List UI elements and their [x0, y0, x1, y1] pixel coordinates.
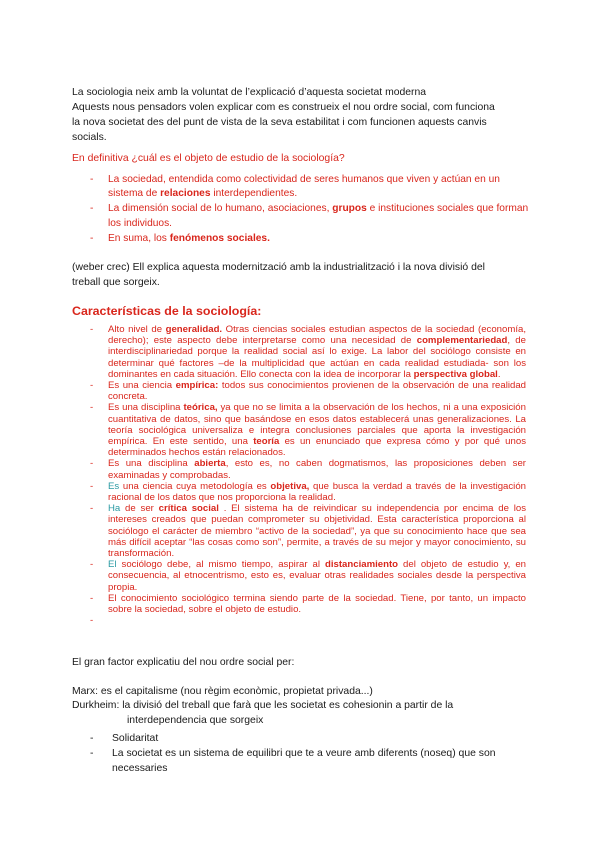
weber-line-1: (weber crec) Ell explica aquesta modernització amb la industrialització i la nova divisió del: [72, 262, 485, 273]
list-item: - Alto nivel de generalidad. Otras ciencias sociales estudian aspectos de la sociedad (economía, derecho); este aspecto debe interpretarse como una necesidad de complementariedad, de interdisciplinariedad porque la realidad social así lo exige. La labor del sociólogo consiste en determinar qué factores –de la multiplicidad que actúan en cada realidad estudiada- son los dominantes en cada situación. Ello conecta con la idea de incorporar la perspectiva global.: [90, 324, 526, 380]
dash-bullet: -: [90, 748, 94, 759]
dash-bullet: -: [90, 324, 94, 335]
dash-bullet: -: [90, 733, 94, 744]
dash-bullet: -: [90, 203, 94, 215]
list-item: - La dimensión social de lo humano, asociaciones, grupos e instituciones sociales que forman los individuos.: [90, 203, 529, 229]
list-item: - La sociedad, entendida como colectividad de seres humanos que viven y actúan en un sistema de relaciones interdependientes.: [90, 174, 500, 200]
dash-bullet: -: [90, 458, 94, 470]
durkheim-list: [90, 731, 530, 776]
list-item: - El conocimiento sociológico termina siendo parte de la sociedad. Tiene, por tanto, un impacto sobre la sociedad, sobre el objeto de estudio.: [90, 592, 526, 616]
dash-bullet: -: [90, 615, 94, 627]
list-item: - Es una disciplina abierta, esto es, no caben dogmatismos, las proposiciones deben ser examinadas y comprobadas.: [90, 458, 526, 481]
dash-bullet: -: [90, 380, 94, 392]
characteristics-list: [90, 324, 526, 626]
list-item: - El sociólogo debe, al mismo tiempo, aspirar al distanciamiento del objeto de estudio y, en consecuencia, al etnocentrismo, esto es, evaluar otras realidades sociales desde la perspectiva propia.: [90, 559, 526, 593]
dash-bullet: -: [90, 559, 94, 571]
intro-line-3: la nova societat des del punt de vista de la seva estabilitat i com funcionen aquests canvis: [72, 117, 487, 128]
durkheim-line-1: Durkheim: la divisió del treball que farà que les societat es cohesionin a partir de la: [72, 700, 454, 711]
characteristics-title: Características de la sociología:: [72, 304, 262, 318]
dash-bullet: -: [90, 480, 94, 492]
list-item: - Es una ciencia empírica: todos sus conocimientos provienen de la observación de una realidad concreta.: [90, 380, 527, 403]
list-item: - Ha de ser crítica social . El sistema ha de reivindicar su independencia por encima de los intereses creados que puedan comprometer su objetividad. Esta característica proporciona al sociólogo el carácter de miembro “activo de la sociedad”, ya que su conocimiento hace que sea más difícil aceptar “las cosas como son”, permite, a través de su mejor y mayor conocimiento, su transformación.: [90, 503, 526, 560]
list-item: [90, 615, 526, 626]
list-item: - La societat es un sistema de equilibri que te a veure amb diferents (noseq) que son necessaries: [90, 748, 496, 774]
dash-bullet: -: [90, 503, 94, 515]
intro-line-2: Aquests nous pensadors volen explicar com es construeix el nou ordre social, com funciona: [72, 102, 495, 113]
marx-line: Marx: es el capitalisme (nou règim econòmic, propietat privada...): [72, 686, 373, 697]
weber-line-2: treball que sorgeix.: [72, 277, 160, 288]
intro-line-1: La sociologia neix amb la voluntat de l’explicació d’aquesta societat moderna: [72, 87, 427, 98]
factor-intro: El gran factor explicatiu del nou ordre social per:: [72, 657, 295, 668]
question-heading: En definitiva ¿cuál es el objeto de estudio de la sociología?: [72, 153, 345, 164]
list-item: - Solidaritat: [90, 733, 159, 744]
list-item: - Es una ciencia cuya metodología es objetiva, que busca la verdad a través de la investigación racional de los datos que nos proporciona la realidad.: [90, 480, 526, 504]
list-item: - En suma, los fenómenos sociales.: [90, 232, 530, 246]
list-item: - Es una disciplina teórica, ya que no se limita a la observación de los hechos, ni a una exposición cuantitativa de datos, sino que basándose en esos datos establecerá unas generalizaciones. La teoría sociológica universaliza e integra conclusiones parciales que aporta la investigación empírica. En este sentido, una teoría es un enunciado que expresa cómo y por qué unos determinados hechos están relacionados.: [90, 402, 526, 459]
dash-bullet: -: [90, 402, 94, 414]
dash-bullet: -: [90, 592, 94, 604]
dash-bullet: -: [90, 174, 94, 185]
intro-line-4: socials.: [72, 132, 107, 143]
durkheim-line-2: interdependencia que sorgeix: [127, 715, 264, 726]
dash-bullet: -: [90, 232, 94, 244]
objects-list: [90, 173, 530, 247]
